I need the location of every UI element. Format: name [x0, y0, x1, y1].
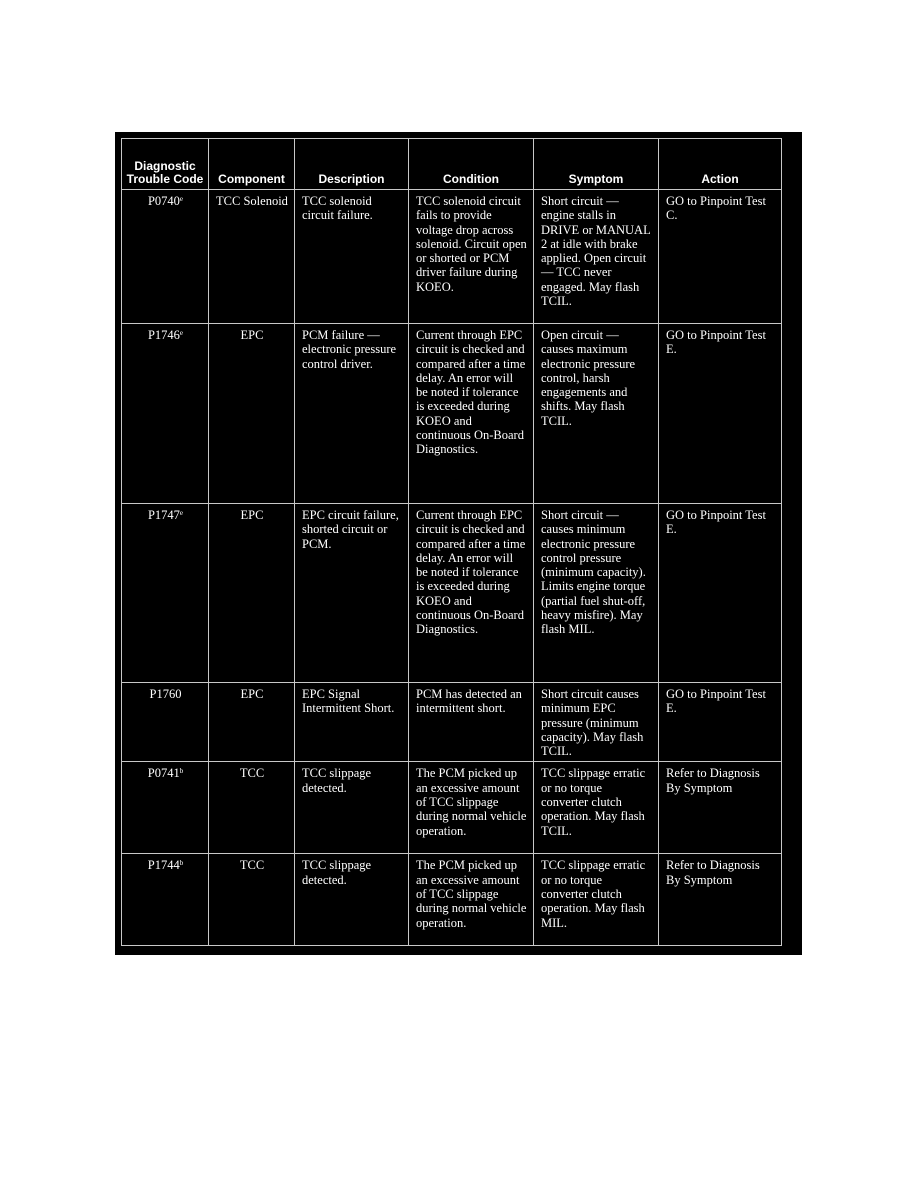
code-value: P0740	[147, 194, 180, 208]
condition-cell: The PCM picked up an excessive amount of TCC slippage during normal vehicle operation.	[409, 854, 534, 946]
table-row	[122, 683, 782, 762]
table-header-row	[122, 139, 782, 190]
code-value: P1747	[147, 508, 180, 522]
code-value: P1760	[149, 687, 182, 701]
description-cell: PCM failure — electronic pressure control driver.	[295, 324, 409, 504]
code-value: P0741	[147, 766, 180, 781]
code-cell	[122, 504, 209, 683]
code-cell	[122, 324, 209, 504]
header-code: Diagnostic Trouble Code	[122, 139, 209, 190]
condition-cell: Current through EPC circuit is checked and compared after a time delay. An error will be noted if tolerance is exceeded during KOEO and continuous On-Board Diagnostics.	[409, 324, 534, 504]
code-footnote: e	[179, 195, 184, 203]
code-footnote: e	[179, 329, 184, 337]
component-cell: EPC	[209, 324, 295, 504]
symptom-cell: Short circuit — engine stalls in DRIVE or MANUAL 2 at idle with brake applied. Open circuit — TCC never engaged. May flash TCIL.	[534, 190, 659, 324]
action-cell: GO to Pinpoint Test C.	[659, 190, 782, 324]
dtc-table	[121, 138, 782, 946]
condition-cell: PCM has detected an intermittent short.	[409, 683, 534, 762]
table-row	[122, 854, 782, 946]
code-cell	[122, 190, 209, 324]
action-cell: Refer to Diagnosis By Symptom	[659, 854, 782, 946]
action-cell: GO to Pinpoint Test E.	[659, 683, 782, 762]
header-symptom: Symptom	[534, 139, 659, 190]
component-cell: EPC	[209, 504, 295, 683]
symptom-cell: TCC slippage erratic or no torque converter clutch operation. May flash MIL.	[534, 854, 659, 946]
code-cell	[122, 854, 209, 946]
component-cell: EPC	[209, 683, 295, 762]
code-value: P1746	[147, 328, 180, 342]
component-cell: TCC	[209, 854, 295, 946]
symptom-cell: TCC slippage erratic or no torque converter clutch operation. May flash TCIL.	[534, 762, 659, 854]
condition-cell: The PCM picked up an excessive amount of TCC slippage during normal vehicle operation.	[409, 762, 534, 854]
header-description: Description	[295, 139, 409, 190]
table-row	[122, 504, 782, 683]
code-cell	[122, 762, 209, 854]
condition-cell: Current through EPC circuit is checked and compared after a time delay. An error will be noted if tolerance is exceeded during KOEO and continuous On-Board Diagnostics.	[409, 504, 534, 683]
action-cell: GO to Pinpoint Test E.	[659, 324, 782, 504]
component-cell: TCC	[209, 762, 295, 854]
symptom-cell: Short circuit causes minimum EPC pressure (minimum capacity). May flash TCIL.	[534, 683, 659, 762]
header-component: Component	[209, 139, 295, 190]
code-cell	[122, 683, 209, 762]
code-footnote: b	[179, 859, 184, 868]
description-cell: EPC circuit failure, shorted circuit or PCM.	[295, 504, 409, 683]
table-row	[122, 190, 782, 324]
description-cell: TCC slippage detected.	[295, 762, 409, 854]
header-condition: Condition	[409, 139, 534, 190]
code-footnote: e	[179, 509, 184, 517]
description-cell: TCC solenoid circuit failure.	[295, 190, 409, 324]
symptom-cell: Open circuit — causes maximum electronic pressure control, harsh engagements and shifts. May flash TCIL.	[534, 324, 659, 504]
code-footnote: b	[179, 767, 184, 776]
description-cell: TCC slippage detected.	[295, 854, 409, 946]
table-row	[122, 324, 782, 504]
component-cell: TCC Solenoid	[209, 190, 295, 324]
header-action: Action	[659, 139, 782, 190]
action-cell: GO to Pinpoint Test E.	[659, 504, 782, 683]
table-row	[122, 762, 782, 854]
symptom-cell: Short circuit — causes minimum electronic pressure control pressure (minimum capacity). Limits engine torque (partial fuel shut-off, heavy misfire). May flash MIL.	[534, 504, 659, 683]
condition-cell: TCC solenoid circuit fails to provide voltage drop across solenoid. Circuit open or shorted or PCM driver failure during KOEO.	[409, 190, 534, 324]
code-value: P1744	[147, 858, 180, 873]
action-cell: Refer to Diagnosis By Symptom	[659, 762, 782, 854]
description-cell: EPC Signal Intermittent Short.	[295, 683, 409, 762]
